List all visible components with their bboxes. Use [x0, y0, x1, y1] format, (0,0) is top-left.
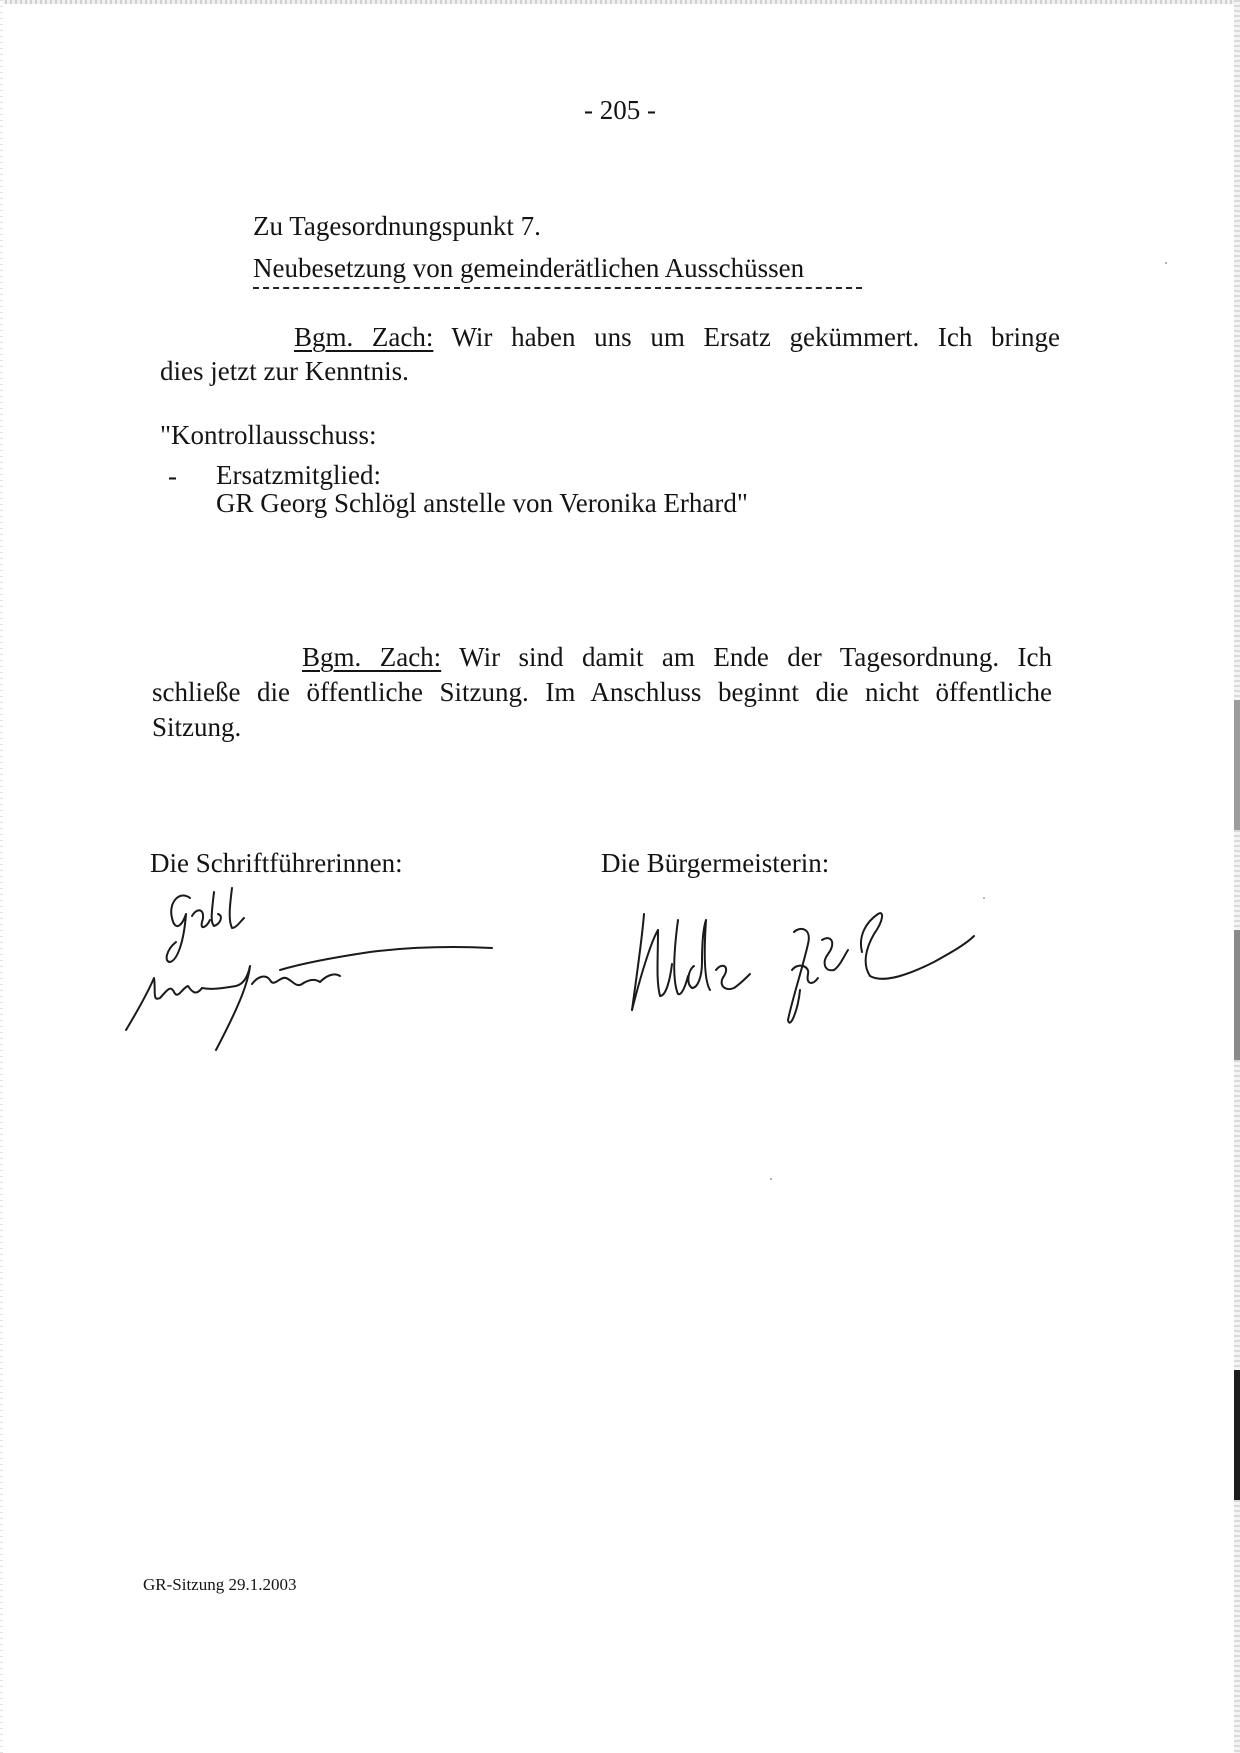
paragraph-1-line-2: dies jetzt zur Kenntnis.: [160, 356, 409, 386]
heading-dashed-rule: [253, 287, 862, 289]
paragraph-2-line-2: schließe die öffentliche Sitzung. Im Anschluss beginnt die nicht öffentliche: [152, 677, 1052, 707]
page-number: - 205 -: [584, 95, 656, 125]
agenda-item-title: Neubesetzung von gemeinderätlichen Ausschüssen: [253, 253, 805, 283]
mayor-signature: [622, 900, 1022, 1050]
scan-speck: [1165, 262, 1167, 264]
secretaries-signature: [120, 880, 510, 1060]
list-item-label: Ersatzmitglied:: [216, 460, 381, 490]
list-bullet: -: [168, 461, 177, 491]
scan-speck: [770, 1178, 772, 1180]
signature-label-secretaries: Die Schriftführerinnen:: [150, 848, 403, 878]
signature-label-mayor: Die Bürgermeisterin:: [601, 848, 830, 878]
scan-edge-left: [0, 0, 3, 1753]
scan-speck: [983, 897, 985, 899]
paragraph-2-line-3: Sitzung.: [152, 712, 242, 742]
paragraph-1-text: Wir haben uns um Ersatz gekümmert. Ich bringe: [451, 322, 1061, 352]
agenda-item-heading: Zu Tagesordnungspunkt 7.: [253, 211, 541, 241]
scan-edge-right: [1234, 0, 1240, 1753]
paragraph-2-line-1: [152, 640, 1052, 674]
footer-session-date: GR-Sitzung 29.1.2003: [143, 1575, 297, 1594]
paragraph-1-line-1: [160, 320, 1060, 354]
scan-edge-top: [0, 0, 1240, 4]
list-item-detail: GR Georg Schlögl anstelle von Veronika Erhard": [216, 488, 748, 518]
committee-name: "Kontrollausschuss:: [160, 420, 377, 450]
speaker-label: Bgm. Zach:: [294, 322, 434, 352]
paragraph-2-text: Wir sind damit am Ende der Tagesordnung. Ich: [459, 642, 1053, 672]
speaker-label: Bgm. Zach:: [302, 642, 442, 672]
